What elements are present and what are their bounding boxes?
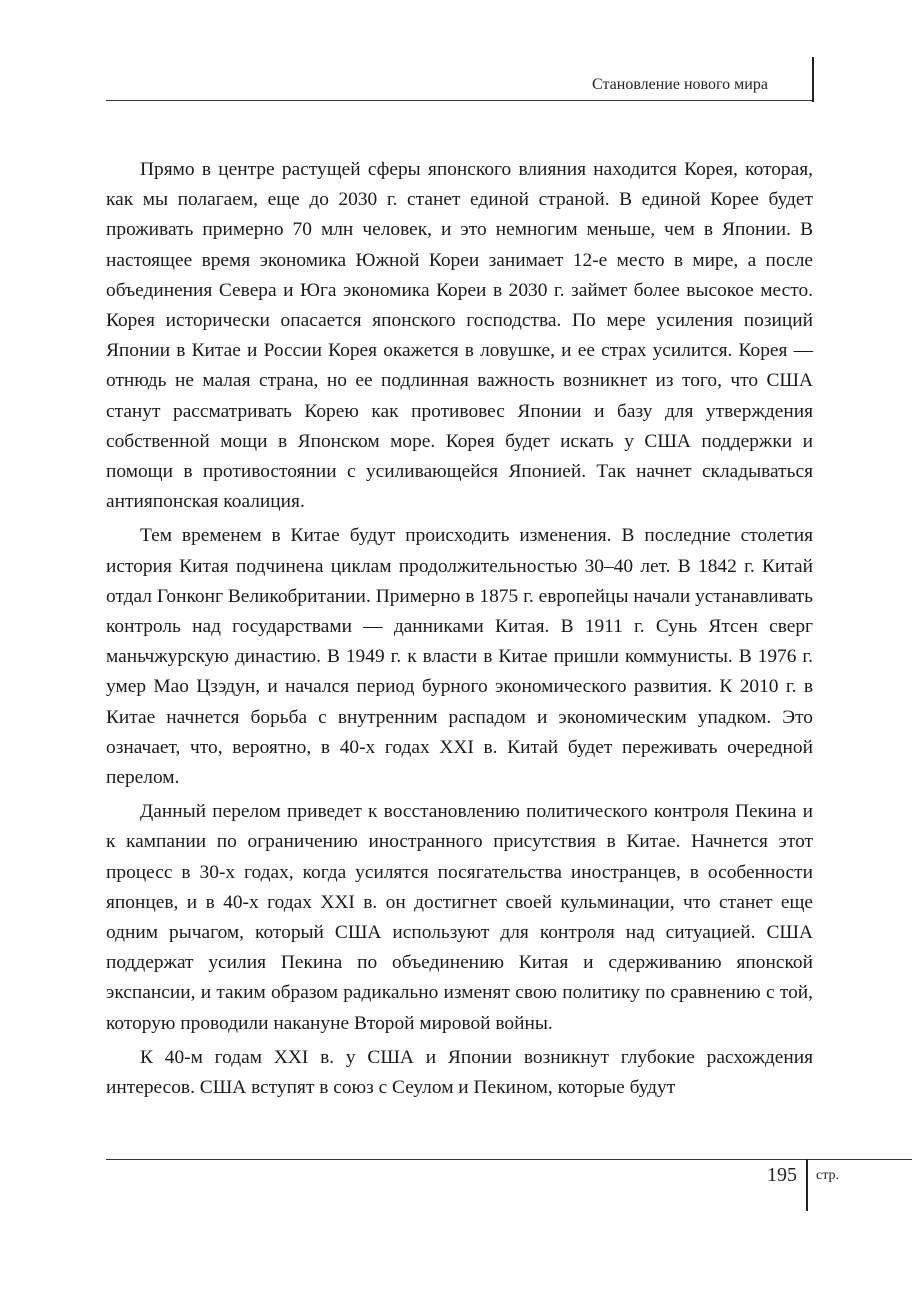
footer-rule — [106, 1159, 912, 1160]
paragraph-3: Данный перелом приведет к восстановлению политического контроля Пекина и к кампании по ограничению иностранного присутствия в Китае. Начнется этот процесс в 30-х годах, когда усилятся посягательства иностранцев, в особенности японцев, и в 40-х годах XXI в. он достигнет своей кульминации, что станет еще одним рычагом, который США используют для контроля над ситуацией. США поддержат усилия Пекина по объединению Китая и сдерживанию японской экспансии, и таким образом радикально изменят свою политику по сравнению с той, которую проводили накануне Второй мировой войны. — [106, 801, 813, 1034]
page-number: 195 — [767, 1164, 797, 1186]
running-header: Становление нового мира — [592, 76, 768, 93]
header-vertical-bar — [812, 57, 814, 102]
paragraph-2: Тем временем в Китае будут происходить изменения. В последние столетия история Китая подчинена циклам продолжительностью 30–40 лет. В 1842 г. Китай отдал Гонконг Великобритании. Примерно в 1875 г. европейцы начали устанавливать контроль над государствами — данниками Китая. В 1911 г. Сунь Ятсен сверг маньчжурскую династию. В 1949 г. к власти в Китае пришли коммунисты. В 1976 г. умер Мао Цзэдун, и начался период бурного экономического развития. К 2010 г. в Китае начнется борьба с внутренним распадом и экономическим упадком. Это означает, что, вероятно, в 40-х годах XXI в. Китай будет переживать очередной перелом. — [106, 525, 813, 789]
body-text — [106, 155, 813, 1107]
page-abbr: стр. — [816, 1168, 840, 1183]
footer-vertical-bar — [806, 1159, 808, 1211]
header-rule — [106, 100, 814, 101]
paragraph-4: К 40-м годам XXI в. у США и Японии возникнут глубокие расхождения интересов. США вступят в союз с Сеулом и Пекином, которые будут — [106, 1046, 813, 1099]
paragraph-1: Прямо в центре растущей сферы японского влияния находится Корея, которая, как мы полагаем, еще до 2030 г. станет единой страной. В единой Корее будет проживать примерно 70 млн человек, и это немногим меньше, чем в Японии. В настоящее время экономика Южной Кореи занимает 12-е место в мире, а после объединения Севера и Юга экономика Кореи в 2030 г. займет более высокое место. Корея исторически опасается японского господства. По мере усиления позиций Японии в Китае и России Корея окажется в ловушке, и ее страх усилится. Корея — отнюдь не малая страна, но ее подлинная важность возникнет из того, что США станут рассматривать Корею как противовес Японии и базу для утверждения собственной мощи в Японском море. Корея будет искать у США поддержки и помощи в противостоянии с усиливающейся Японией. Так начнет складываться антияпонская коалиция. — [106, 159, 813, 513]
